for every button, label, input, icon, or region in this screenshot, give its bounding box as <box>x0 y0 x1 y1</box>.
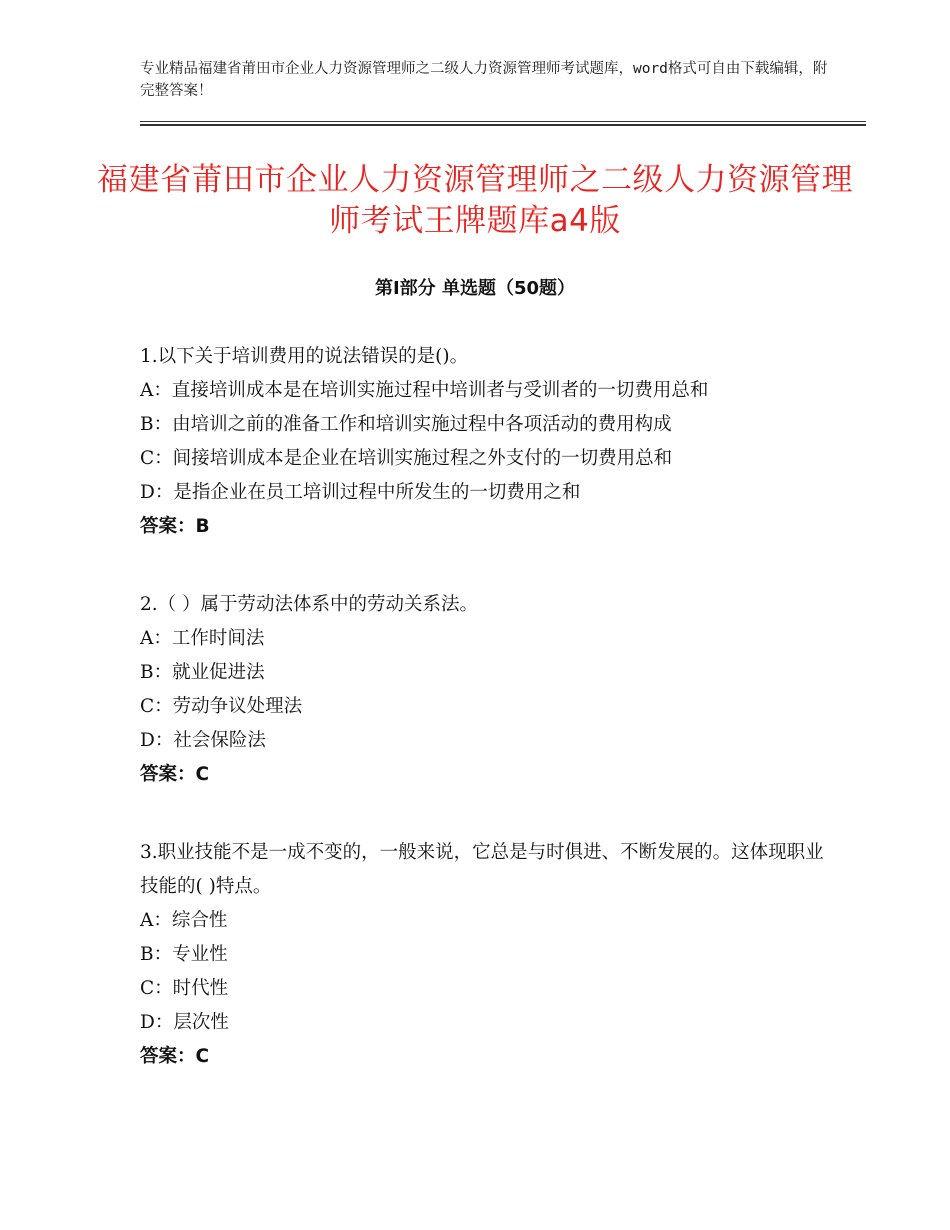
question-stem: 2.（ ）属于劳动法体系中的劳动关系法。 <box>140 594 479 615</box>
option-a: A：工作时间法 <box>140 628 265 649</box>
answer-line: 答案：C <box>140 1046 210 1067</box>
question-list <box>140 340 830 1118</box>
option-d: D：是指企业在员工培训过程中所发生的一切费用之和 <box>140 482 581 503</box>
option-b: B：由培训之前的准备工作和培训实施过程中各项活动的费用构成 <box>140 414 672 435</box>
option-a: A：直接培训成本是在培训实施过程中培训者与受训者的一切费用总和 <box>140 380 709 401</box>
header-divider-thin <box>140 121 866 122</box>
section-heading: 第Ⅰ部分 单选题（50题） <box>374 278 575 299</box>
answer-line: 答案：C <box>140 764 210 785</box>
answer-line: 答案：B <box>140 516 210 537</box>
option-d: D：层次性 <box>140 1012 229 1033</box>
option-c: C：时代性 <box>140 978 229 999</box>
option-d: D：社会保险法 <box>140 730 266 751</box>
option-b: B：专业性 <box>140 944 228 965</box>
question-item <box>140 836 830 1074</box>
question-item <box>140 340 830 544</box>
option-c: C：间接培训成本是企业在培训实施过程之外支付的一切费用总和 <box>140 448 673 469</box>
option-b: B：就业促进法 <box>140 662 265 683</box>
option-a: A：综合性 <box>140 910 228 931</box>
question-stem: 1.以下关于培训费用的说法错误的是()。 <box>140 346 469 367</box>
question-stem: 3.职业技能不是一成不变的，一般来说，它总是与时俱进、不断发展的。这体现职业技能的( )特点。 <box>140 842 824 897</box>
option-c: C：劳动争议处理法 <box>140 696 303 717</box>
header-divider-thick <box>140 124 866 126</box>
header-note: 专业精品福建省莆田市企业人力资源管理师之二级人力资源管理师考试题库，word格式可自由下载编辑，附完整答案！ <box>140 61 828 99</box>
question-item <box>140 588 830 792</box>
document-title: 福建省莆田市企业人力资源管理师之二级人力资源管理师考试王牌题库a4版 <box>97 162 853 239</box>
